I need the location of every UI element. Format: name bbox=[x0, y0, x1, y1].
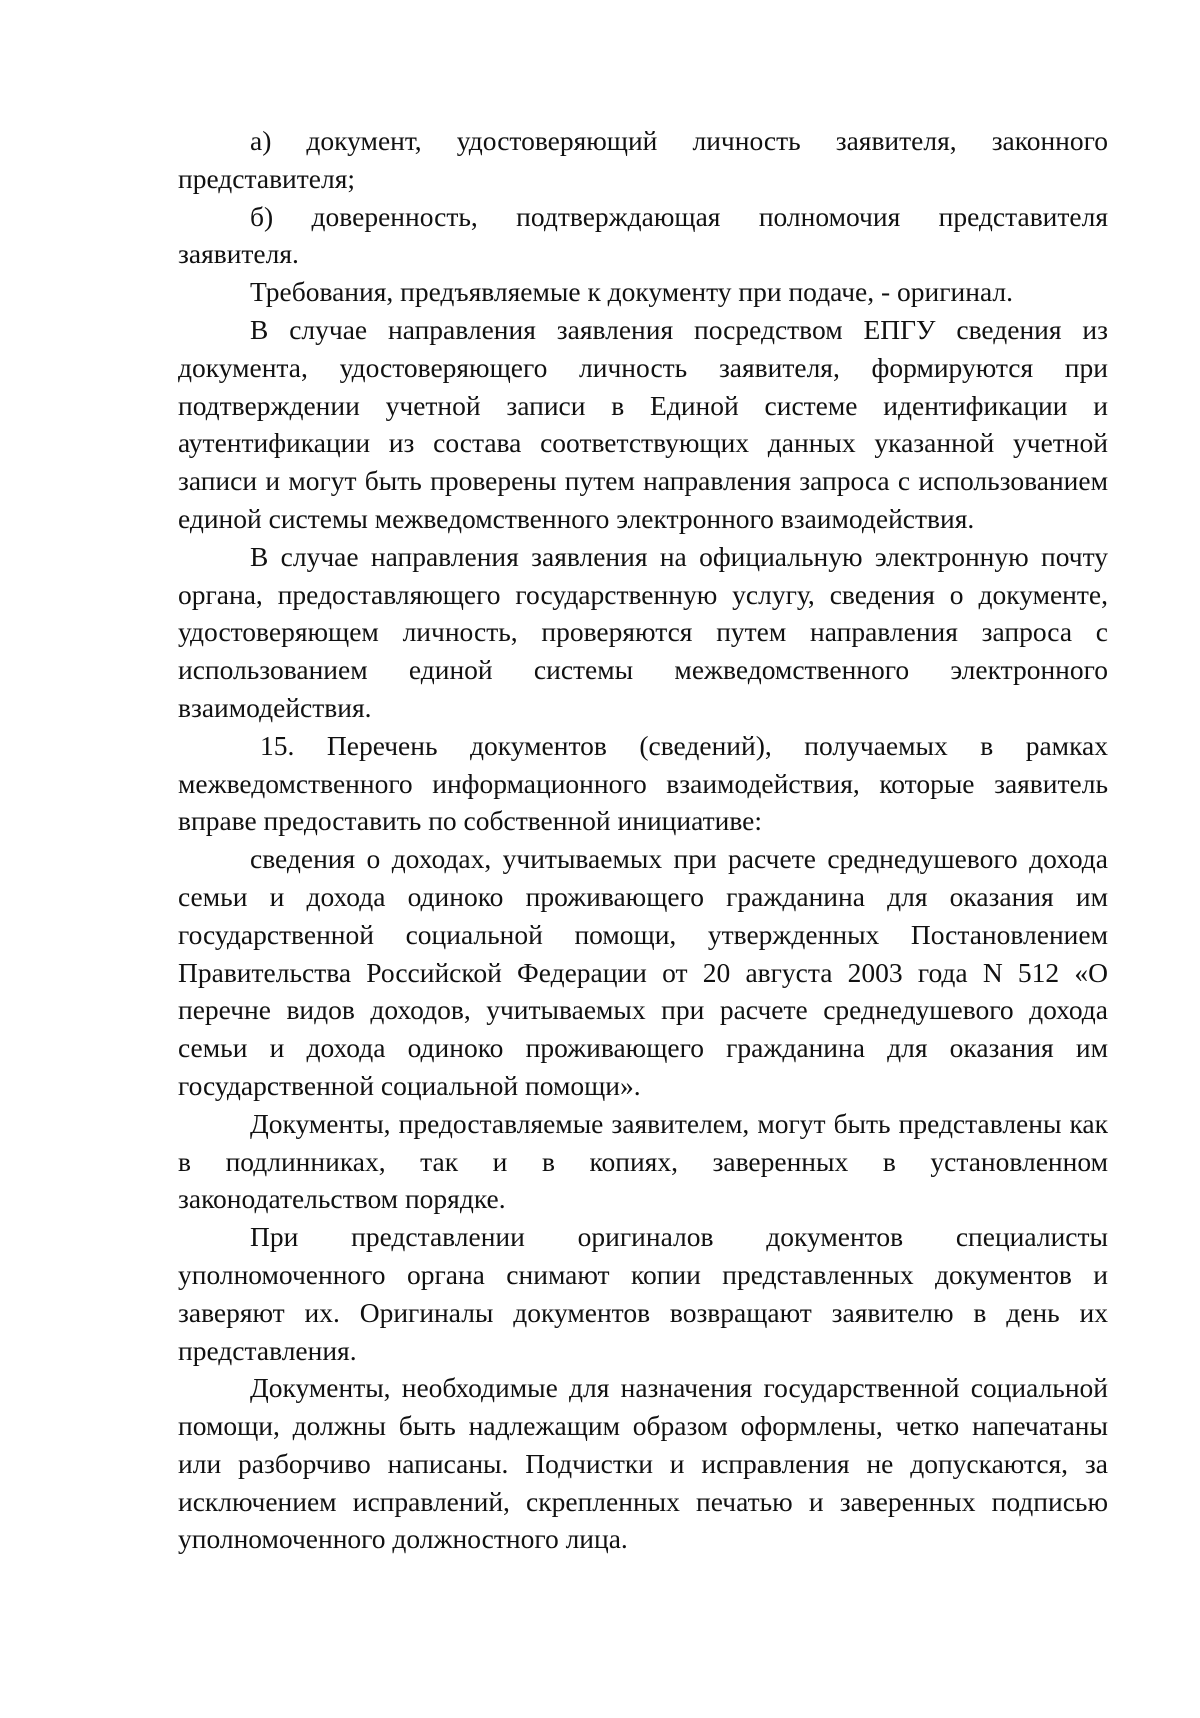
paragraph-requirements: Требования, предъявляемые к документу при подаче, - оригинал. bbox=[250, 276, 1014, 308]
paragraph-specialists: При представлении оригиналов документов специалисты уполномоченного органа снимают копии представленных документов и заверяют их. Оригиналы документов возвращают заявителю в день их представления. bbox=[178, 1221, 1108, 1366]
paragraph-item-a: а) документ, удостоверяющий личность заявителя, законного представителя; bbox=[178, 125, 1108, 194]
paragraph-requirements-format: Документы, необходимые для назначения государственной социальной помощи, должны быть надлежащим образом оформлены, четко напечатаны или разборчиво написаны. Подчистки и исправления не допускаются, за исключением исправлений, скрепленных печатью и заверенных подписью уполномоченного должностного лица. bbox=[178, 1372, 1108, 1555]
paragraph-section-15: 15. Перечень документов (сведений), получаемых в рамках межведомственного информационного взаимодействия, которые заявитель вправе предоставить по собственной инициативе: bbox=[178, 729, 1108, 837]
paragraph-email: В случае направления заявления на официальную электронную почту органа, предоставляющего государственную услугу, сведения о документе, удостоверяющем личность, проверяются путем направления запроса с использованием единой системы межведомственного электронного взаимодействия. bbox=[178, 540, 1108, 723]
paragraph-epgu: В случае направления заявления посредством ЕПГУ сведения из документа, удостоверяющего личность заявителя, формируются при подтверждении учетной записи в Единой системе идентификации и аутентификации из состава соответствующих данных указанной учетной записи и могут быть проверены путем направления запроса с использованием единой системы межведомственного электронного взаимодействия. bbox=[178, 313, 1108, 534]
paragraph-originals-copies: Документы, предоставляемые заявителем, могут быть представлены как в подлинниках, так и в копиях, заверенных в установленном законодательством порядке. bbox=[178, 1107, 1108, 1215]
document-body bbox=[178, 122, 1108, 1558]
paragraph-income-info: сведения о доходах, учитываемых при расчете среднедушевого дохода семьи и дохода одиноко проживающего гражданина для оказания им государственной социальной помощи, утвержденных Постановлением Правительства Российской Федерации от 20 августа 2003 года N 512 «О перечне видов доходов, учитываемых при расчете среднедушевого дохода семьи и дохода одиноко проживающего гражданина для оказания им государственной социальной помощи». bbox=[178, 843, 1108, 1101]
paragraph-item-b: б) доверенность, подтверждающая полномочия представителя заявителя. bbox=[178, 200, 1108, 270]
